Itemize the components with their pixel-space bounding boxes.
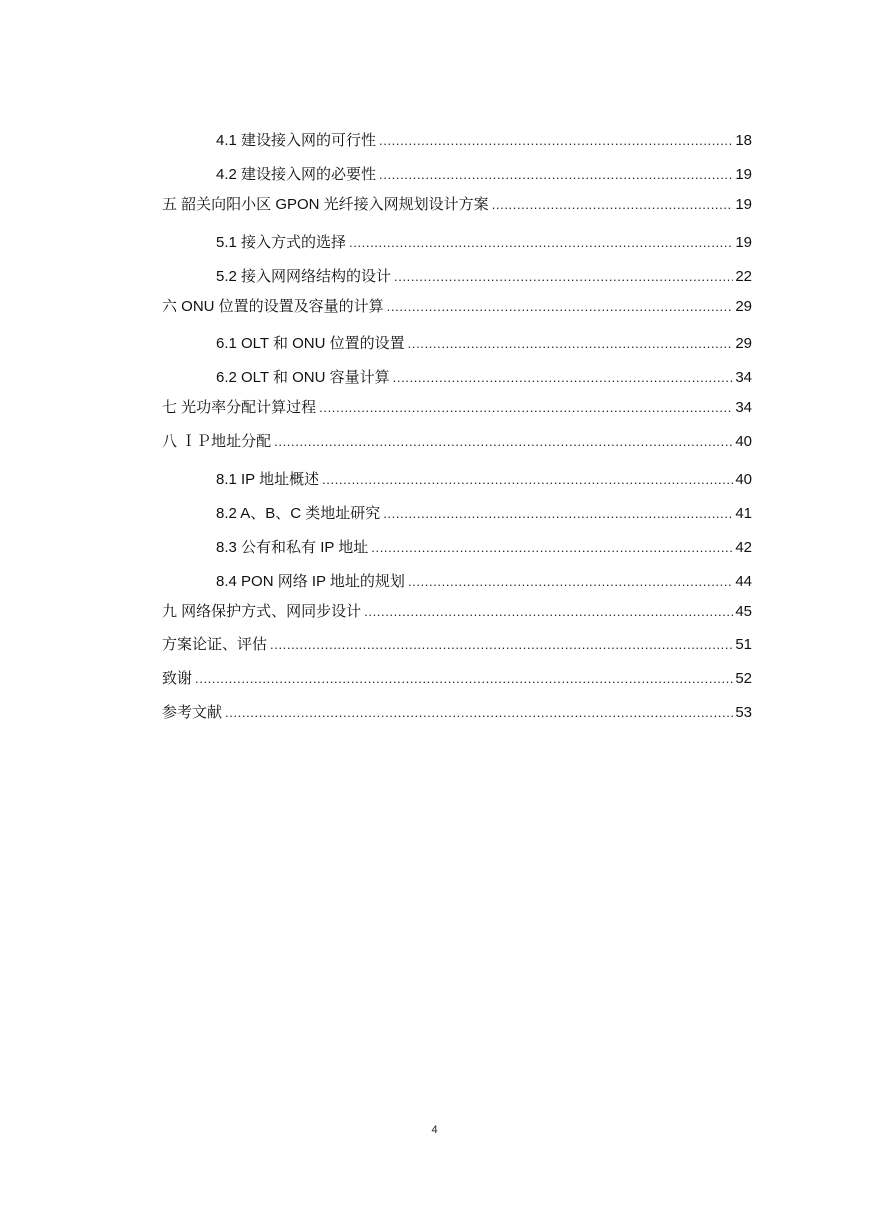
toc-entry[interactable]	[162, 432, 752, 452]
toc-dot-leader	[319, 398, 733, 418]
toc-entry-page: 53	[735, 704, 752, 721]
toc-entry-page: 19	[735, 166, 752, 183]
toc-dot-leader	[393, 368, 734, 388]
toc-entry-label: 6.2 OLT 和 ONU 容量计算	[216, 369, 390, 386]
page-number: 4	[431, 1124, 438, 1136]
toc-entry[interactable]	[162, 703, 752, 723]
toc-entry-page: 40	[735, 433, 752, 450]
toc-entry-page: 29	[735, 298, 752, 315]
toc-entry[interactable]	[216, 233, 752, 253]
toc-entry-page: 44	[735, 573, 752, 590]
toc-entry-page: 40	[735, 471, 752, 488]
toc-entry-page: 34	[735, 399, 752, 416]
toc-entry-label: 五 韶关向阳小区 GPON 光纤接入网规划设计方案	[162, 196, 489, 213]
toc-entry-label: 七 光功率分配计算过程	[162, 399, 317, 416]
toc-entry[interactable]	[216, 334, 752, 354]
toc-entry[interactable]	[216, 504, 752, 524]
toc-entry-label: 8.2 A、B、C 类地址研究	[216, 505, 381, 522]
toc-entry-label: 九 网络保护方式、网同步设计	[162, 603, 362, 620]
toc-entry-label: 八 ＩＰ地址分配	[162, 433, 272, 450]
toc-entry-page: 19	[735, 234, 752, 251]
toc-entry-page: 34	[735, 369, 752, 386]
toc-entry[interactable]	[216, 267, 752, 287]
toc-entry-page: 22	[735, 268, 752, 285]
toc-entry-label: 4.1 建设接入网的可行性	[216, 132, 377, 149]
toc-entry-page: 45	[735, 603, 752, 620]
toc-entry-page: 29	[735, 335, 752, 352]
toc-entry-label: 8.4 PON 网络 IP 地址的规划	[216, 573, 405, 590]
toc-entry[interactable]	[216, 538, 752, 558]
toc-dot-leader	[387, 297, 734, 317]
toc-dot-leader	[195, 669, 733, 689]
toc-dot-leader	[383, 504, 733, 524]
toc-dot-leader	[270, 635, 733, 655]
toc-entry-label: 8.1 IP 地址概述	[216, 471, 320, 488]
toc-dot-leader	[394, 267, 733, 287]
toc-entry[interactable]	[216, 572, 752, 592]
toc-entry-page: 42	[735, 539, 752, 556]
toc-dot-leader	[408, 334, 734, 354]
toc-entry[interactable]	[162, 602, 752, 622]
toc-dot-leader	[371, 538, 733, 558]
toc-entry[interactable]	[162, 195, 752, 215]
toc-entry-label: 4.2 建设接入网的必要性	[216, 166, 377, 183]
toc-entry-page: 19	[735, 196, 752, 213]
toc-entry[interactable]	[162, 635, 752, 655]
toc-entry-label: 参考文献	[162, 704, 223, 721]
toc-entry-label: 方案论证、评估	[162, 636, 268, 653]
toc-dot-leader	[274, 432, 733, 452]
toc-entry-label: 致谢	[162, 670, 193, 687]
toc-entry-page: 51	[735, 636, 752, 653]
toc-entry-page: 18	[735, 132, 752, 149]
toc-entry-page: 41	[735, 505, 752, 522]
toc-dot-leader	[492, 195, 734, 215]
toc-entry-label: 5.2 接入网网络结构的设计	[216, 268, 392, 285]
toc-entry[interactable]	[216, 368, 752, 388]
toc-dot-leader	[322, 470, 733, 490]
toc-entry-label: 六 ONU 位置的设置及容量的计算	[162, 298, 384, 315]
toc-entry-label: 5.1 接入方式的选择	[216, 234, 347, 251]
toc-entry-label: 8.3 公有和私有 IP 地址	[216, 539, 369, 556]
toc-dot-leader	[408, 572, 733, 592]
toc-dot-leader	[225, 703, 733, 723]
toc-dot-leader	[364, 602, 733, 622]
toc-entry[interactable]	[216, 165, 752, 185]
toc-entry[interactable]	[162, 297, 752, 317]
toc-entry[interactable]	[216, 131, 752, 151]
toc-entry[interactable]	[162, 398, 752, 418]
toc-entry[interactable]	[162, 669, 752, 689]
toc-entry[interactable]	[216, 470, 752, 490]
toc-dot-leader	[379, 165, 733, 185]
toc-dot-leader	[349, 233, 733, 253]
toc-dot-leader	[379, 131, 733, 151]
toc-entry-label: 6.1 OLT 和 ONU 位置的设置	[216, 335, 405, 352]
toc-entry-page: 52	[735, 670, 752, 687]
